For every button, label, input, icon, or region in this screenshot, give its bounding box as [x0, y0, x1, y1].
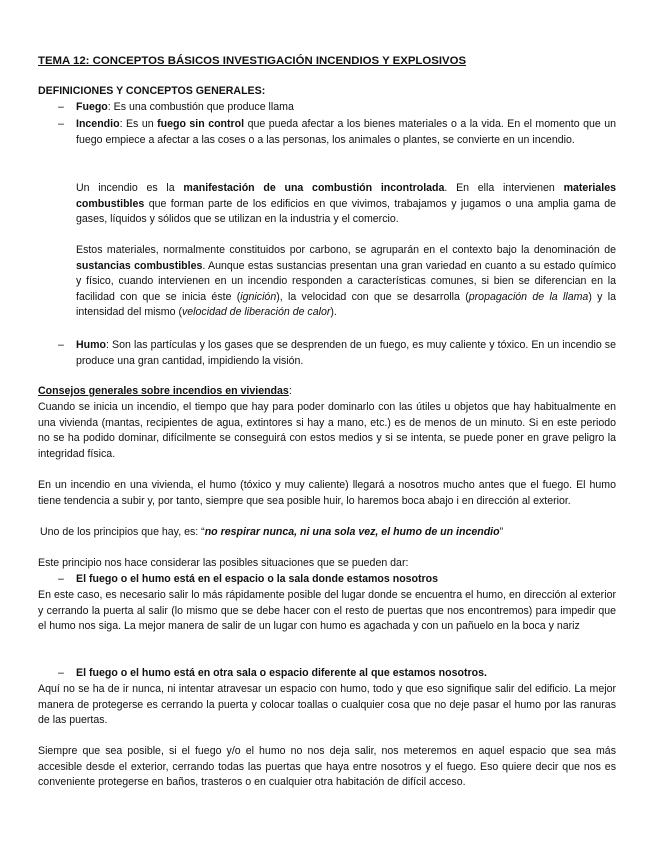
p3-a: Estos materiales, normalmente constituidos por carbono, se agruparán en el contexto bajo la denominación de [76, 244, 616, 256]
consejos-paragraph-2: En un incendio en una vivienda, el humo (tóxico y muy caliente) llegará a nosotros mucho antes que el fuego. El humo tiene tendencia a subir y, por tanto, siempre que sea posible huir, lo haremos boca abajo i en dirección al exterior. [38, 479, 616, 507]
p2-c: . En ella intervienen [444, 182, 564, 194]
list-dash: – [58, 339, 64, 351]
text-incendio-a: : Es un [119, 118, 158, 130]
principle-quote: no respirar nunca, ni una sola vez, el humo de un incendio [204, 526, 500, 538]
p2-e: que forman parte de los edificios en que vivimos, trabajamos y jugamos o una amplia gama de gases, líquidos y sólidos que se utilizan en la industria y el comercio. [76, 197, 616, 226]
p3-c: . Aunque estas sustancias presentan una gran variedad en cuanto a su estado químico y físico, cuando intervienen en un incendio responden a características comunes, si bien se diferencian en la facilidad con que se inicia éste ( [76, 259, 616, 303]
p3-d: ignición [240, 290, 277, 303]
list-dash: – [58, 118, 64, 130]
principle-a: Uno de los principios que hay, es: “ [40, 526, 205, 538]
p3-i: ). [330, 306, 337, 319]
document-title: TEMA 12: CONCEPTOS BÁSICOS INVESTIGACIÓN INCENDIOS Y EXPLOSIVOS [38, 55, 467, 67]
definitions-heading: DEFINICIONES Y CONCEPTOS GENERALES: [38, 85, 266, 97]
consejos-paragraph-4: Este principio nos hace considerar las posibles situaciones que se pueden dar: [38, 557, 409, 569]
case-2-title: El fuego o el humo está en otra sala o espacio diferente al que estamos nosotros. [76, 667, 487, 679]
consejos-heading-text: Consejos generales sobre incendios en viviendas [38, 385, 289, 397]
term-fuego: Fuego [76, 101, 108, 113]
p3-e: ), la velocidad con que se desarrolla ( [276, 290, 469, 303]
list-dash: – [58, 101, 64, 113]
p3-g: ) y la intensidad del mismo ( [76, 290, 616, 319]
paragraph-sustancias [76, 243, 616, 321]
text-incendio-c: que pueda afectar a los bienes materiales o a la vida. En el momento que un fuego empiece a afectar a las coses o a las personas, los animales o plantes, se convierte en un incendio. [76, 118, 616, 146]
definition-humo [76, 338, 616, 369]
case-1-title: El fuego o el humo está en el espacio o la sala donde estamos nosotros [76, 573, 439, 585]
text-incendio-b: fuego sin control [157, 118, 245, 130]
consejos-heading-colon: : [288, 385, 292, 397]
case-1-text: En este caso, es necesario salir lo más rápidamente posible del lugar donde se encuentra el humo, en dirección al exterior y cerrando la puerta al salir (lo mismo que se debe hacer con el resto de puertas que nos encontremos) para impedir que el humo nos siga. La mejor manera de salir de un lugar con humo es agachada y con un pañuelo en la boca y nariz [38, 589, 616, 633]
paragraph-manifestacion [76, 181, 616, 228]
text-fuego: : Es una combustión que produce llama [107, 101, 294, 113]
list-dash: – [58, 667, 64, 679]
text-humo: : Son las partículas y los gases que se desprenden de un fuego, es muy caliente y tóxico. En un incendio se produce una gran cantidad, impidiendo la visión. [76, 339, 616, 367]
p3-f: propagación de la llama [468, 290, 589, 303]
term-humo: Humo [76, 339, 107, 351]
list-dash: – [58, 573, 64, 585]
definition-incendio [76, 117, 616, 148]
term-incendio: Incendio [76, 118, 120, 130]
consejos-paragraph-1: Cuando se inicia un incendio, el tiempo que hay para poder dominarlo con las útiles u objetos que hay habitualmente en una vivienda (mantas, recipientes de agua, extintores si hay a mano, etc.) es de menos de un minuto. Si en este periodo no se ha podido dominar, difícilmente se conseguirá con estos medios y si se intenta, se puede poner en grave peligro la integridad física. [38, 401, 616, 460]
definition-fuego [76, 100, 616, 116]
principle-c: ” [499, 526, 504, 538]
case-2-text: Aquí no se ha de ir nunca, ni intentar atravesar un espacio con humo, todo y que eso signifique salir del edificio. La mejor manera de protegerse es cerrando la puerta y colocar toallas o cualquier cosa que no deje pasar el humo por las ranuras de las puertas. [38, 683, 616, 727]
consejos-principle [40, 525, 618, 541]
p3-b: sustancias combustibles [76, 259, 203, 272]
consejos-heading [38, 384, 616, 400]
p2-b: manifestación de una combustión incontrolada [183, 182, 445, 194]
consejos-paragraph-5: Siempre que sea posible, si el fuego y/o el humo no nos deja salir, nos meteremos en aquel espacio que sea más accesible desde el exterior, cerrando todas las puertas que haya entre nosotros y el fuego. Eso quiere decir que nos es conveniente protegerse en baños, trasteros o en cualquier otra habitación de difícil acceso. [38, 745, 616, 789]
p2-d: materiales combustibles [76, 182, 616, 210]
p3-h: velocidad de liberación de calor [181, 306, 331, 319]
p2-a: Un incendio es la [76, 182, 184, 194]
